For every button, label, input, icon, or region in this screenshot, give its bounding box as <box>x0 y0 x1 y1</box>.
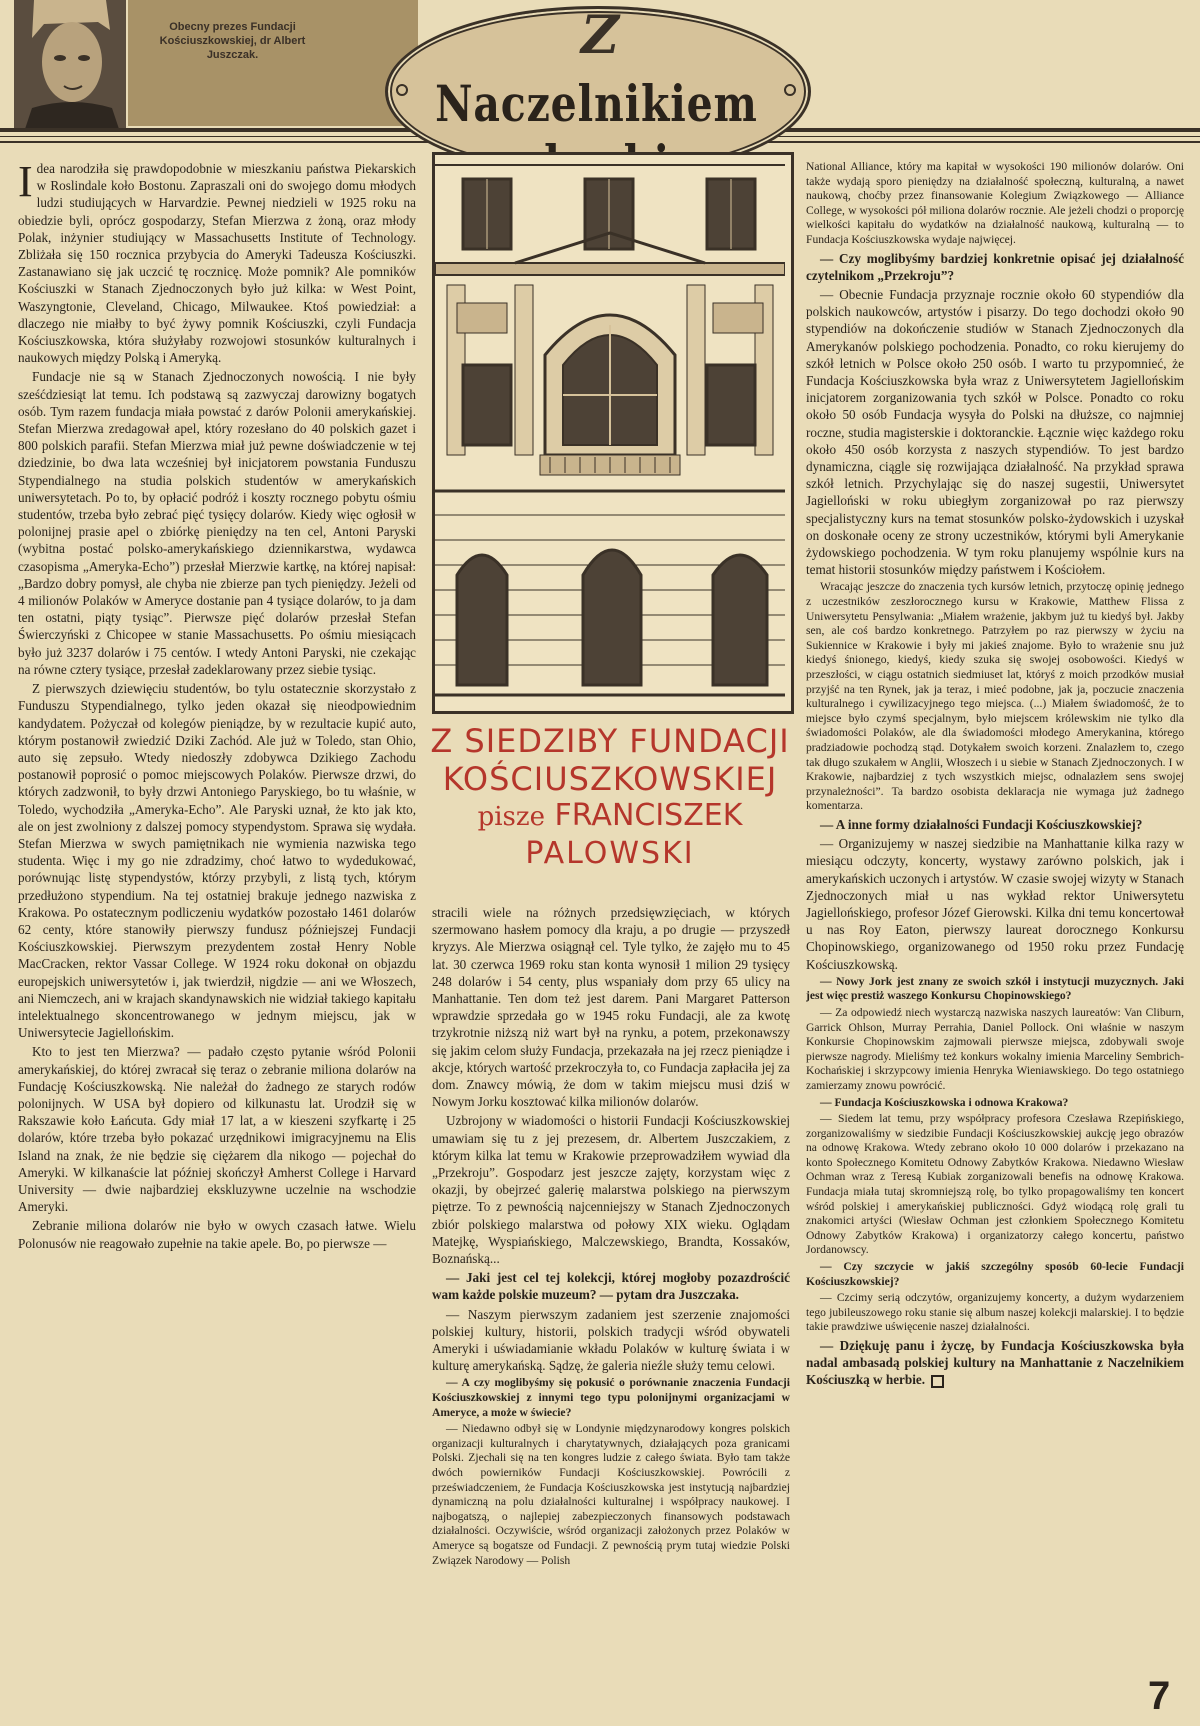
photo-caption: Obecny prezes Fundacji Kościuszkowskiej, dr Albert Juszczak. <box>159 21 306 61</box>
interview-question: — A czy moglibyśmy się pokusić o porównanie znaczenia Fundacji Kościuszkowskiej z innymi tego typu polonijnymi organizacjami w Ameryce, a może w świecie? <box>432 1376 790 1419</box>
end-mark <box>931 1375 944 1388</box>
paragraph: Fundacje nie są w Stanach Zjednoczonych nowością. I nie były sześćdziesiąt lat temu. Ich podstawą są zazwyczaj darowizny bogatych osób. Tym razem fundacja miała powstać z darów Polonii amerykańskiej. Stefan Mierzwa zredagował apel, który rozesłano do 40 polskich gazet i 800 polskich parafii. Stefan Mierzwa miał już pewne doświadczenie w tej dziedzinie, bo dwa lata wcześniej był inicjatorem powstania Funduszu Stypendialnego na studia polskich studentów w amerykańskich uniwersytetach. Po to, by opłacić podróż i koszty rocznego pobytu ośmiu studentów, trzeba było zebrać pięć tysięcy dolarów. Kiedy więc ogłosił w polonijnej prasie apel o zbiórkę pieniędzy na ten cel, Antoni Paryski (wybitna postać polsko-amerykańskiego dziennikarstwa, wydawca czasopisma „Ameryka-Echo”) przesłał Mierzwie kartkę, na której napisał: „Bardzo dobry pomysł, ale chyba nie zbierze pan tych pieniędzy. Jeżeli od 4 milionów Polaków w Ameryce dostanie pan 4 tysiące dolarów, to ja dam ten ostatni, piąty tysiąc”. Pierwsze pięć dolarów przesłał Stefan Świerczyński z Chicopee w stanie Massachusetts. Po ośmiu miesiącach było już 3237 dolarów i 75 centów. I wtedy Antoni Paryski, nie czekając na równe cztery tysiące, przesłał zadeklarowany przez siebie tysiąc. <box>18 369 416 677</box>
paragraph: — Czcimy serią odczytów, organizujemy koncerty, a dużym wydarzeniem tego jubileuszowego roku stanie się album naszej kolekcji malarskiej. I to będzie takie prawdziwe uświęcenie naszej działalności. <box>806 1291 1184 1334</box>
oval-ornament-left <box>396 84 408 96</box>
drop-cap: I <box>18 160 33 206</box>
paragraph: Wracając jeszcze do znaczenia tych kursów letnich, przytoczę opinię jednego z uczestników zeszłorocznego kursu w Krakowie, Matthew Flissa z Uniwersytetu Pensylwania: „Miałem wrażenie, jakbym już tu kiedyś był. Jakby sen, ale coś bardzo konkretnego. Patrzyłem po raz pierwszy w życiu na Sukiennice w Krakowie i były mi jakieś znajome. Było to wrażenie snu już kiedyś śnionego, kiedyś, kiedy szuka się swojej osobowości. Kiedyś w przeszłości, w ciągu ostatnich siedmiuset lat, któryś z moich przodków musiał przyjść na ten Rynek, jak ja teraz, i mieć podobne, jak ja, poczucie znaczenia kulturalnego i cywilizacyjnego tego miejsca. (...) Miałem świadomość, że to miejsce było czymś specjalnym, było miejscem królewskim nie tylko dla świadomości Polaków, ale dla świadomości młodego Amerykanina, którego pradziadowie pochodzą stąd. Dotykałem swoich korzeni. Znalazłem to, czego tak długo szukałem w Anglii, Włoszech i u siebie w Stanach Zjednoczonych. I w Krakowie, najbardziej z tych wszystkich miejsc, odnalazłem sens swojej przynależności”. Ta bardzo osobista deklaracja nie wymaga już żadnego komentarza. <box>806 580 1184 813</box>
paragraph: Zebranie miliona dolarów nie było w owych czasach łatwe. Wielu Polonusów nie reagowało zupełnie na takie apele. Bo, po pierwsze — <box>18 1218 416 1251</box>
interview-question: — Czy moglibyśmy bardziej konkretnie opisać jej działalność czytelnikom „Przekroju”? <box>806 250 1184 283</box>
paragraph: Z pierwszych dziewięciu studentów, bo tylu ostatecznie skorzystało z Funduszu Stypendialnego, tylko jeden okazał się nieodpowiednim kandydatem. Pożyczał od kolegów pieniądze, by w rezultacie kupić auto, którym postanowił zwiedzić Dziki Zachód. Ale już w Toledo, stan Ohio, auto się zepsuło. Wtedy niedoszły zdobywca Dzikiego Zachodu postanowił poprosić o pomoc miejscowych Polaków. Pierwsze drzwi, do których zadzwonił, to były drzwi Antoniego Paryskiego, bo tu właśnie, w Toledo, wychodziła „Ameryka-Echo”. Ale Paryski uznał, że kto jak kto, ale on jest zwolniony z dalszej pomocy stypendystom. Sprawa się wydała. Stefan Mierzwa w swych pamiętnikach nie wymienia nazwiska tego studenta. Więc i my go nie zdradzimy, choć łatwo to wydedukować, porównując listę stypendystów, którzy przybyli, z listą tych, którym przedłużono stypendium. Na tej ostatniej brakuje jednego nazwiska z Krakowa. Po ostatecznym podliczeniu wydatków pozostało 1461 dolarów 62 centy, które stanowiły pierwszy fundusz późniejszej Fundacji Kościuszkowskiej. Pierwszym prezydentem został Henry Noble MacCracken, rektor Vassar College. W 1924 roku dokonał on objazdu europejskich uniwersytetów i, jak twierdził, nigdzie — ani we Włoszech, ani Niemczech, ani w krajach skandynawskich nie widział takiego kapitału intelektualnego skoncentrowanego w jednym miejscu, jak w Uniwersytecie Jagiellońskim. <box>18 681 416 1041</box>
paragraph: — Za odpowiedź niech wystarczą nazwiska naszych laureatów: Van Cliburn, Garrick Ohlson, Murray Perrahia, Daniel Pollock. Oni właśnie w naszym Konkursie Chopinowskim zajmowali pierwsze miejsca, zdobywali swoje pierwsze nagrody. Mieliśmy też konkurs wokalny imienia Marceliny Sembrich-Kochańskiej i skrzypcowy imienia Henryka Wieniawskiego. Do tego ostatniego zamierzamy znowu powrócić. <box>806 1005 1184 1092</box>
paragraph: — Organizujemy w naszej siedzibie na Manhattanie kilka razy w miesiącu odczyty, koncerty, wystawy zarówno polskich, jak i amerykańskich uczonych i artystów. W czasie swojej wizyty w Stanach Zjednoczonych miał u nas wykład rektor Uniwersytetu Jagiellońskiego, profesor Józef Gierowski. Kilka dni temu koncertował u nas Roy Eaton, pierwszy laureat dorocznego Konkursu Chopinowskiego, organizowanego od 1950 roku przez Fundację Kościuszkowską. <box>806 836 1184 972</box>
page-number: 7 <box>1148 1674 1171 1718</box>
paragraph: — Naszym pierwszym zadaniem jest szerzenie znajomości polskiej kultury, historii, polskich tradycji wśród obywateli Ameryki i uświadamianie wkładu Polaków w kulturę świata i w kulturę amerykańską. Sądzę, że galeria nieźle służy temu celowi. <box>432 1306 790 1374</box>
interview-question: — Fundacja Kościuszkowska i odnowa Krakowa? <box>820 1095 1069 1109</box>
paragraph: — Siedem lat temu, przy współpracy profesora Czesława Rzepińskiego, zorganizowaliśmy w siedzibie Fundacji Kościuszkowskiej aukcję jego obrazów na odnowę Krakowa. Wtedy zebrano około 10 000 dolarów i przekazano na konto Społecznego Komitetu Odnowy Zabytków Krakowa. Niedawno Wiesław Ochman wraz z Teresą Kubiak zorganizowali benefis na odnowę Krakowa. Fundacja miała tutaj skromniejszą rolę, bo tylko propagowaliśmy ten koncert wśród polskiej i amerykańskiej publiczności. Gdyż wiodącą rolę grali tu znakomici artyści (Wiesław Ochman jest członkiem Społecznego Komitetu Odnowy Zabytków Krakowa) i organizatorzy całego koncertu, państwo Jordanowscy. <box>806 1112 1184 1257</box>
portrait-photo <box>14 0 126 132</box>
article-subhead <box>420 722 800 873</box>
interview-question: — Czy szczycie w jakiś szczególny sposób 60-lecie Fundacji Kościuszkowskiej? <box>806 1260 1184 1288</box>
interview-question: — Jaki jest cel tej kolekcji, której mogłoby pozazdrościć wam każde polskie muzeum? — pytam dra Juszczaka. <box>432 1270 790 1303</box>
paragraph: stracili wiele na różnych przedsięwzięciach, w których szermowano hasłem pomocy dla kraju, a po drugie — przyszedł kryzys. Ale Mierzwa osiągnął cel. Tyle tylko, że zajęło mu to 45 lat. 30 czerwca 1969 roku stan konta wynosił 1 milion 29 tysięcy 248 dolarów i 54 centy, plus wspaniały dom przy 65 ulicy na Manhattanie. Ten dom też jest darem. Pani Margaret Patterson wprawdzie sprzedała go w 1945 roku Fundacji, ale za kwotę trzykrotnie niższą niż wart był na rynku, a potem, przekonawszy się jakim celom służy Fundacja, przekazała na jej rzecz pieniądze i akcje, których wartość przekroczyła to, co Fundacja zapłaciła jej za dom. Znawcy mówią, że dom w takim miejscu musi dziś w Nowym Jorku kosztować kilka milionów dolarów. <box>432 905 790 1110</box>
paragraph: Kto to jest ten Mierzwa? — padało często pytanie wśród Polonii amerykańskiej, do której zwracał się teraz o zebranie miliona dolarów na Fundację Kościuszkowską. Nie należał do żadnego ze starych rodów polonijnych. W USA był dopiero od kilkunastu lat. Urodził się w Rakszawie koło Łańcuta. Gdy miał 17 lat, a w kieszeni szyfkartę i 25 dolarów, które trzeba było pokazać urzędnikowi imigracyjnemu na Elis Island na znak, że nie będzie się ciężarem dla nikogo — pojechał do Ameryki. W kilkanaście lat później skończył Amherst College i Harvard University — dwie najbardziej ekskluzywne uczelnie na wschodzie Ameryki. <box>18 1044 416 1215</box>
oval-ornament-right <box>784 84 796 96</box>
paragraph: Idea narodziła się prawdopodobnie w mieszkaniu państwa Piekarskich w Roslindale koło Bostonu. Zapraszali oni do swojego domu młodych ludzi studiujących w Harvardzie. Pewnej niedzieli w 1925 roku na obiedzie byli, oprócz gospodarzy, Stefan Mierzwa z żoną, oraz młody Polak, inżynier studiujący w Massachusetts Institute of Technology. Zbliżała się 150 rocznica przybycia do Ameryki Tadeusza Kościuszki. Zastanawiano się jak uczcić tę rocznicę. Może pomnik? Ale pomników Kościuszki w Stanach Zjednoczonych było już kilka: w West Point, Waszyngtonie, Cleveland, Chicago, Milwaukee. Ktoś powiedział: a dlaczego nie miałby to być żywy pomnik Kościuszki, czyli Fundacja Kościuszkowska, która służyłaby rozwojowi stosunków kulturalnych i naukowych między Polską i Ameryką. <box>18 160 416 366</box>
column-3 <box>806 160 1184 1688</box>
paragraph: National Alliance, który ma kapitał w wysokości 190 milionów dolarów. Oni także wydają sporo pieniędzy na działalność społeczną, kulturalną, a nawet naukową, choćby przez finansowanie Kolegium Związkowego — Alliance College, w wysokości pół miliona dolarów rocznie. Ale jeżeli chodzi o proporcję wielkości kapitału do wydatków na działalność naukową, kulturalną — to Fundacja Kościuszkowska wydaje najwięcej. <box>806 160 1184 246</box>
interview-question: — Nowy Jork jest znany ze swoich szkół i instytucji muzycznych. Jaki jest więc prestiż waszego Konkursu Chopinowskiego? <box>806 974 1184 1003</box>
subhead-byline: pisze FRANCISZEK <box>477 798 743 833</box>
paragraph: Uzbrojony w wiadomości o historii Fundacji Kościuszkowskiej umawiam się tu z jej prezesem, dr. Albertem Juszczakiem, z którym kilka lat temu w Krakowie przeprowadziłem wywiad dla „Przekroju”. Gospodarz jest jeszcze zajęty, korzystam więc z okazji, by obejrzeć galerię malarstwa polskiego na pierwszym piętrze. To z pewnością najcenniejszy w Stanach Zjednoczonych zbiór polskiego malarstwa od połowy XIX wieku. Oglądam Matejkę, Wyspiańskiego, Malczewskiego, Brandta, Kossaków, Boznańską... <box>432 1113 790 1267</box>
paragraph: — Obecnie Fundacja przyznaje rocznie około 60 stypendiów dla polskich naukowców, artystów i pisarzy. Do tego dochodzi około 90 stypendiów na dokończenie studiów w Stanach Zjednoczonych dla Amerykanów polskiego pochodzenia. Ponadto, co roku kierujemy do szkół letnich w Polsce około 250 osób. I warto tu przypomnieć, że Fundacja Kościuszkowska była wraz z Uniwersytetem Jagiellońskim inicjatorem zorganizowania tych szkół w Polsce. Ponadto co roku około 50 osób Fundacja wysyła do Polski na dłuższe, co najmniej roczne, studia magisterskie i doktoranckie. Łącznie więc każdego roku około 450 osób korzysta z naszych stypendiów. To jest bardzo dynamiczna, ciągle się rozwijająca działalność. Na przykład sprawa szkół letnich. Przychylając się do naszej sugestii, Uniwersytet Jagielloński w roku ubiegłym zorganizował po raz pierwszy specjalistyczny kurs na temat stosunków polsko-żydowskich i uzyskał on doskonałe oceny ze strony uczestników, którymi byli Amerykanie żydowskiego pochodzenia. W tym roku planujemy wspólnie kurs na temat historii stosunków między państwem i Kościołem. <box>806 286 1184 578</box>
oval-initial: Z <box>581 5 619 66</box>
caption-box <box>128 0 418 126</box>
subhead-line-1: Z SIEDZIBY FUNDACJI <box>430 722 790 760</box>
subhead-author-last: PALOWSKI <box>525 836 695 871</box>
subhead-line-2: KOŚCIUSZKOWSKIEJ <box>442 760 778 798</box>
column-2 <box>432 904 790 1688</box>
article-title: Naczelnikiem <box>435 74 758 133</box>
closing-paragraph: — Dziękuję panu i życzę, by Fundacja Kościuszkowska była nadal ambasadą polskiej kultury na Manhattanie z Naczelnikiem Kościuszką w herbie. <box>806 1338 1184 1388</box>
column-1 <box>18 160 416 1688</box>
interview-question: — A inne formy działalności Fundacji Kościuszkowskiej? <box>820 816 1143 832</box>
paragraph: — Niedawno odbył się w Londynie międzynarodowy kongres polskich organizacji kulturalnych i charytatywnych, działających poza granicami Polski. Zjechali się na ten kongres ludzie z całego świata. Było tam także dwóch powierników Fundacji Kościuszkowskiej. Powrócili z przeświadczeniem, że Fundacja Kościuszkowska jest instytucją najbardziej dynamiczną na polu działalności kulturalnej i współpracy naukowej. I najbogatszą, o najlepiej zabezpieczonych finansowych podstawach działalności. Oczywiście, wśród organizacji założonych przez Polaków w Ameryce są bogatsze od Fundacji. Z pewnością prym tutaj wiedzie Polski Związek Narodowy — Polish <box>432 1422 790 1567</box>
building-illustration <box>432 152 794 714</box>
